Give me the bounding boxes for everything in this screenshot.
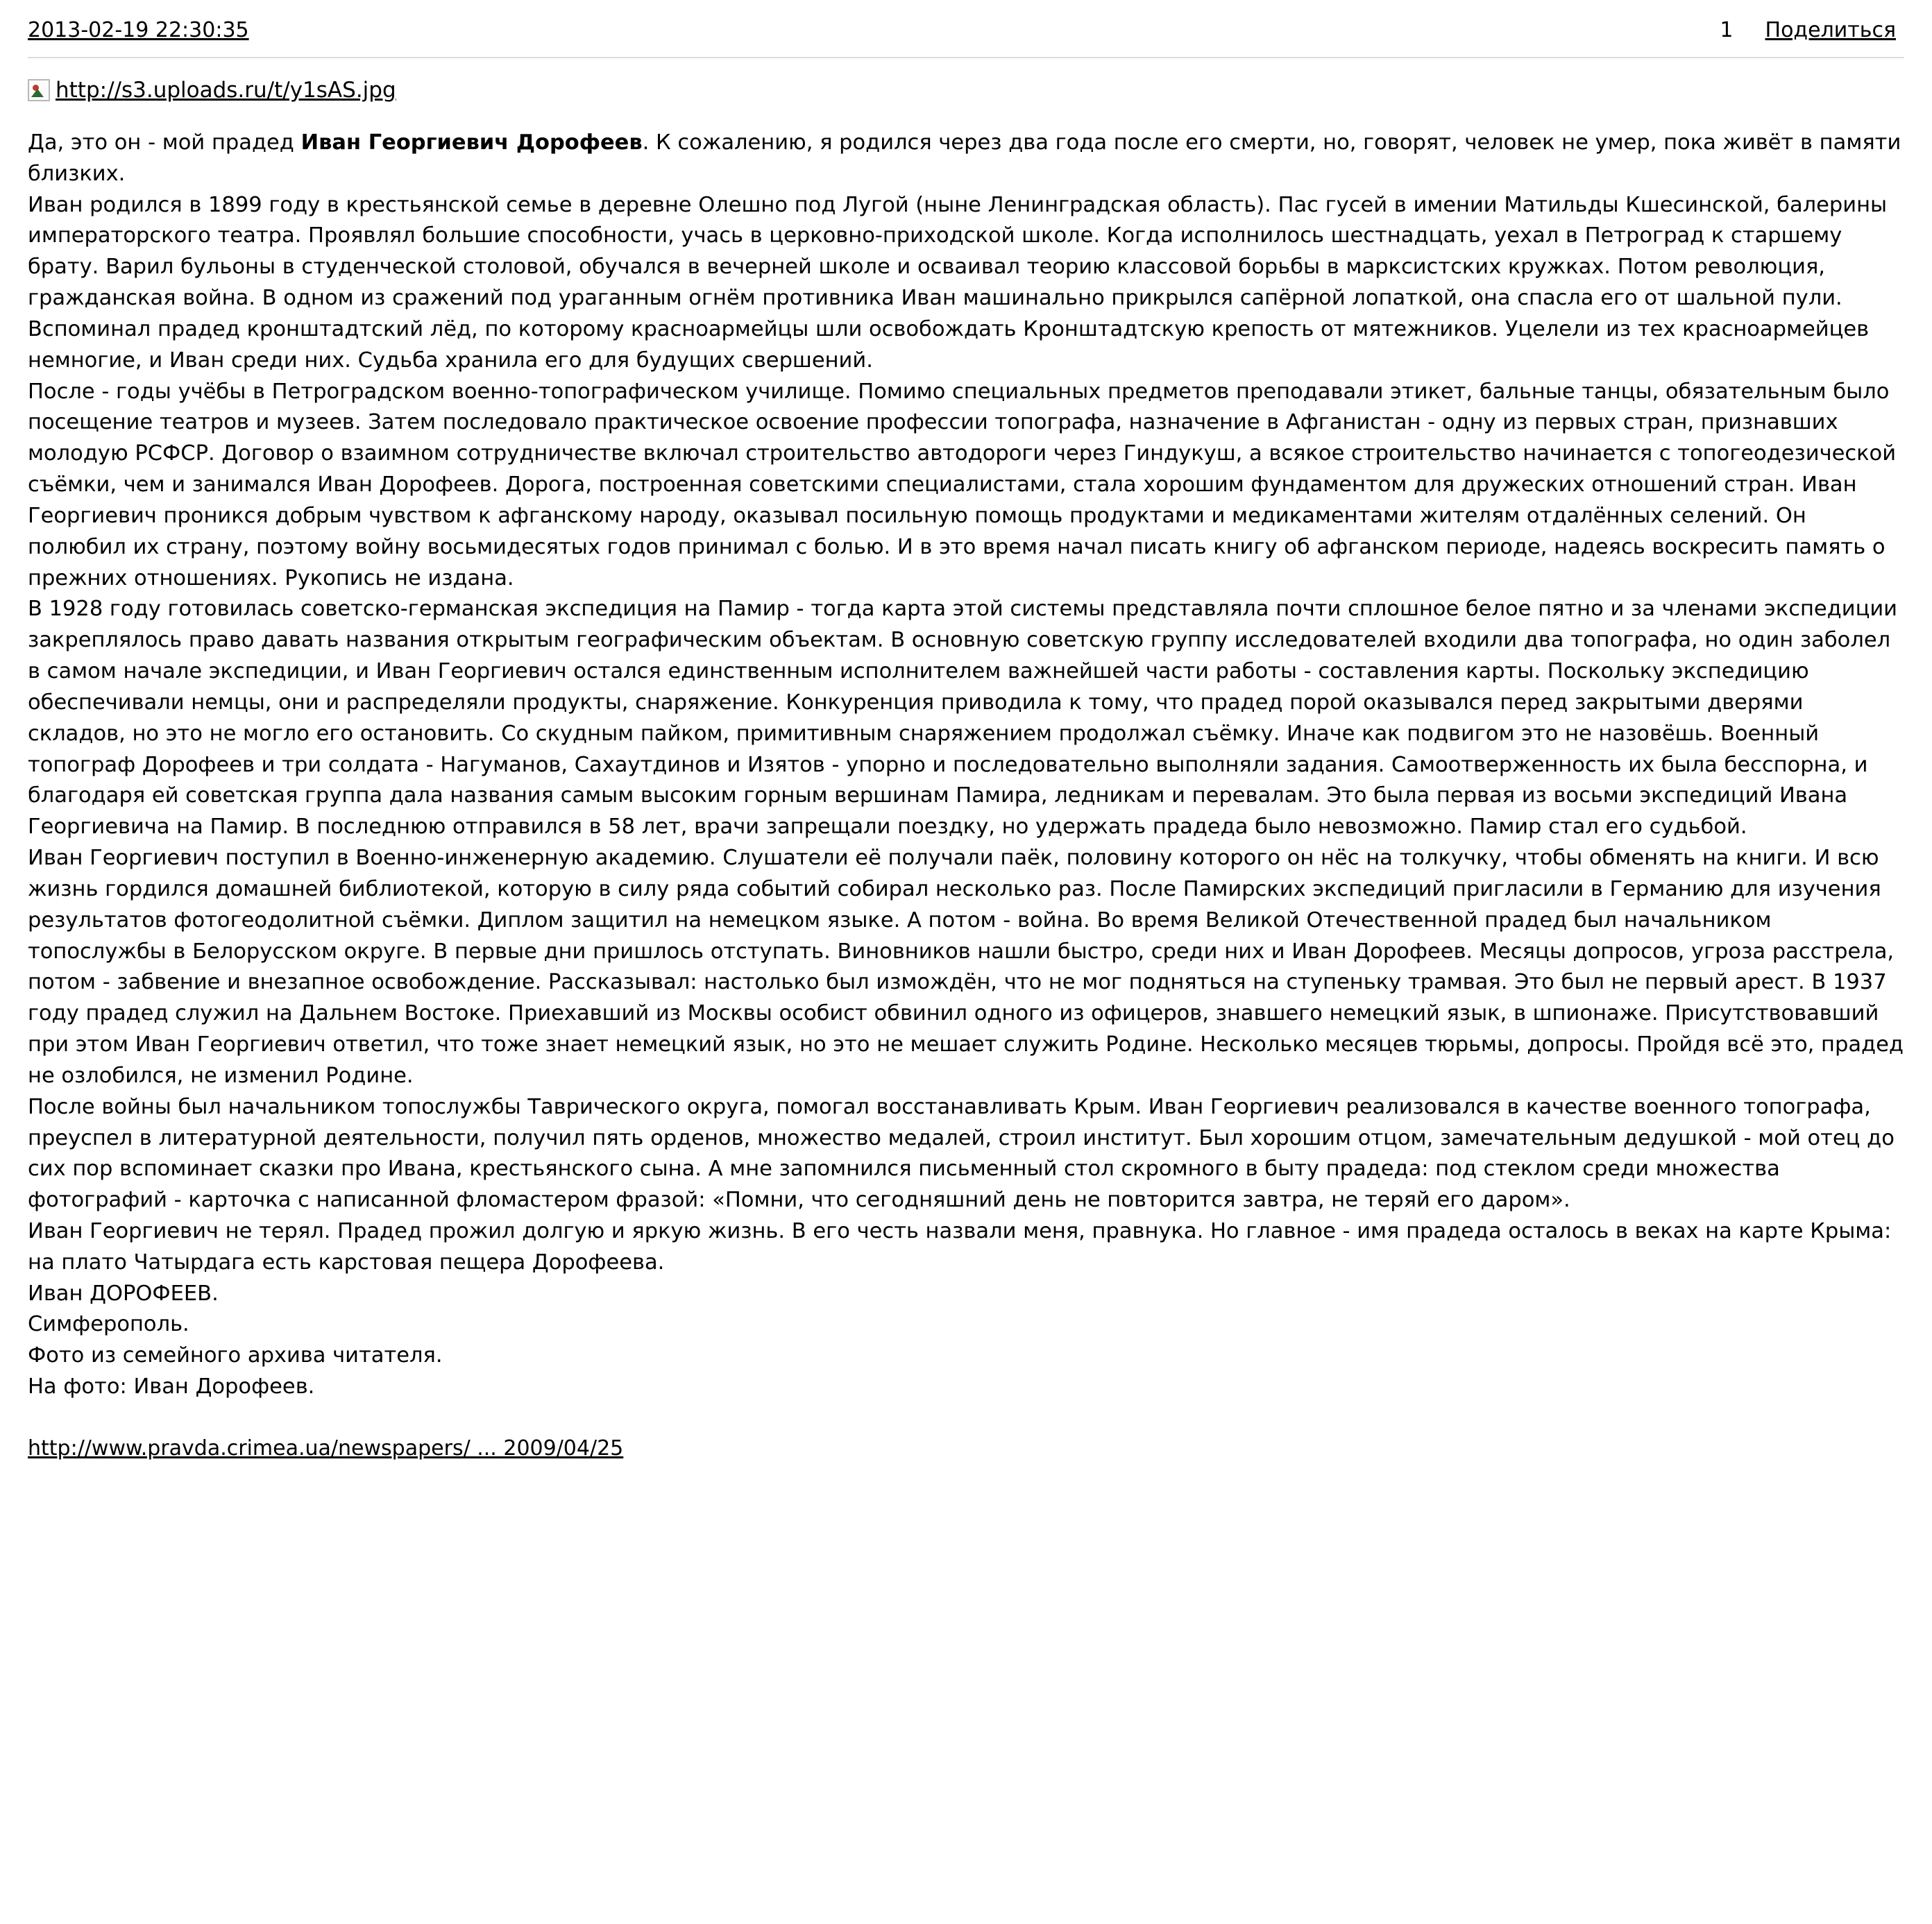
intro-text-after-name: . К сожалению, я родился через два года после его смерти, но, говорят, человек не умер, пока живёт в памяти близких. — [28, 130, 1901, 186]
source-link-row — [28, 1436, 1904, 1461]
article-paragraph: После войны был начальником топослужбы Таврического округа, помогал восстанавливать Крым. Иван Георгиевич реализовался в качестве военного топографа, преуспел в литературной деятельности, получил пять орденов, множество медалей, строил институт. Был хорошим отцом, замечательным дедушкой - мой отец до сих пор вспоминает сказки про Ивана, крестьянского сына. А мне запомнился письменный стол скромного в быту прадеда: под стеклом среди множества фотографий - карточка с написанной фломастером фразой: «Помни, что сегодняшний день не повторится завтра, не теряй его даром». — [28, 1094, 1895, 1213]
broken-image-icon — [28, 79, 50, 101]
article-body — [28, 128, 1904, 1403]
article-paragraph: Иван Георгиевич поступил в Военно-инженерную академию. Слушатели её получали паёк, половину которого он нёс на толкучку, чтобы обменять на книги. И всю жизнь гордился домашней библиотекой, которую в силу ряда событий собирал несколько раз. После Памирских экспедиций пригласили в Германию для изучения результатов фотогеодолитной съёмки. Диплом защитил на немецком языке. А потом - война. Во время Великой Отечественной прадед был начальником топослужбы в Белорусском округе. В первые дни пришлось отступать. Виновников нашли быстро, среди них и Иван Дорофеев. Месяцы допросов, угроза расстрела, потом - забвение и внезапное освобождение. Рассказывал: настолько был измождён, что не мог подняться на ступеньку трамвая. Это был не первый арест. В 1937 году прадед служил на Дальнем Востоке. Приехавший из Москвы особист обвинил одного из офицеров, знавшего немецкий язык, в шпионаже. Присутствовавший при этом Иван Георгиевич ответил, что тоже знает немецкий язык, но это не мешает служить Родине. Несколько месяцев тюрьмы, допросы. Пройдя всё это, прадед не озлобился, не изменил Родине. — [28, 846, 1904, 1088]
source-url-link[interactable]: http://www.pravda.crimea.ua/newspapers/ ... 2009/04/25 — [28, 1436, 624, 1461]
subject-name: Иван Георгиевич Дорофеев — [300, 130, 643, 155]
article-photo-caption: На фото: Иван Дорофеев. — [28, 1374, 315, 1399]
like-count: 1 — [1720, 18, 1734, 42]
article-photo-credit: Фото из семейного архива читателя. — [28, 1343, 443, 1368]
post-actions — [1720, 18, 1904, 43]
intro-text-before-name: Да, это он - мой прадед — [28, 130, 301, 155]
broken-image-block — [28, 78, 1904, 103]
article-intro-paragraph — [28, 128, 1904, 190]
article-paragraph: После - годы учёбы в Петроградском военно-топографическом училище. Помимо специальных предметов преподавали этикет, бальные танцы, обязательным было посещение театров и музеев. Затем последовало практическое освоение профессии топографа, назначение в Афганистан - одну из первых стран, признавших молодую РСФСР. Договор о взаимном сотрудничестве включал строительство автодороги через Гиндукуш, а всякое строительство начинается с топогеодезической съёмки, чем и занимался Иван Дорофеев. Дорога, построенная советскими специалистами, стала хорошим фундаментом для дружеских отношений стран. Иван Георгиевич проникся добрым чувством к афганскому народу, оказывал посильную помощь продуктами и медикаментами жителям отдалённых селений. Он полюбил их страну, поэтому войну восьмидесятых годов принимал с болью. И в это время начал писать книгу об афганском периоде, надеясь воскресить память о прежних отношениях. Рукопись не издана. — [28, 379, 1897, 590]
article-paragraph: Иван Георгиевич не терял. Прадед прожил долгую и яркую жизнь. В его честь назвали меня, правнука. Но главное - имя прадеда осталось в веках на карте Крыма: на плато Чатырдага есть карстовая пещера Дорофеева. — [28, 1218, 1892, 1275]
article-signature: Иван ДОРОФЕЕВ. — [28, 1281, 219, 1306]
article-city: Симферополь. — [28, 1312, 189, 1337]
image-url-link[interactable]: http://s3.uploads.ru/t/y1sAS.jpg — [56, 78, 396, 103]
article-paragraph: Иван родился в 1899 году в крестьянской семье в деревне Олешно под Лугой (ныне Ленинградская область). Пас гусей в имении Матильды Кшесинской, балерины императорского театра. Проявлял большие способности, учась в церковно-приходской школе. Когда исполнилось шестнадцать, уехал в Петроград к старшему брату. Варил бульоны в студенческой столовой, обучался в вечерней школе и осваивал теорию классовой борьбы в марксистских кружках. Потом революция, гражданская война. В одном из сражений под ураганным огнём противника Иван машинально прикрылся сапёрной лопаткой, она спасла его от шальной пули. Вспоминал прадед кронштадтский лёд, по которому красноармейцы шли освобождать Кронштадтскую крепость от мятежников. Уцелели из тех красноармейцев немногие, и Иван среди них. Судьба хранила его для будущих свершений. — [28, 192, 1888, 373]
post-header — [28, 18, 1904, 54]
header-divider — [28, 57, 1904, 58]
share-button[interactable]: Поделиться — [1765, 18, 1896, 42]
post-timestamp[interactable]: 2013-02-19 22:30:35 — [28, 18, 249, 42]
article-paragraph: В 1928 году готовилась советско-германская экспедиция на Памир - тогда карта этой системы представляла почти сплошное белое пятно и за членами экспедиции закреплялось право давать названия открытым географическим объектам. В основную советскую группу исследователей входили два топографа, но один заболел в самом начале экспедиции, и Иван Георгиевич остался единственным исполнителем важнейшей части работы - составления карты. Поскольку экспедицию обеспечивали немцы, они и распределяли продукты, снаряжение. Конкуренция приводила к тому, что прадед порой оказывался перед закрытыми дверями складов, но это не могло его остановить. Со скудным пайком, примитивным снаряжением продолжал съёмку. Иначе как подвигом это не назовёшь. Военный топограф Дорофеев и три солдата - Нагуманов, Сахаутдинов и Изятов - упорно и последовательно выполняли задания. Самоотверженность их была бесспорна, и благодаря ей советская группа дала названия самым высоким горным вершинам Памира, ледникам и перевалам. Это была первая из восьми экспедиций Ивана Георгиевича на Памир. В последнюю отправился в 58 лет, врачи запрещали поездку, но удержать прадеда было невозможно. Памир стал его судьбой. — [28, 597, 1897, 840]
